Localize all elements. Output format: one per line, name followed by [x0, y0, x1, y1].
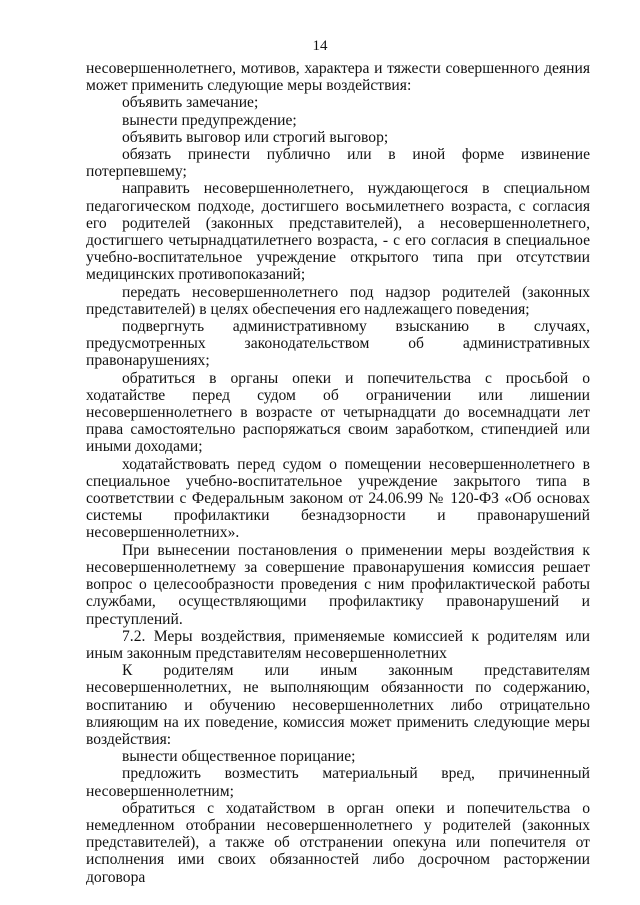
section-heading-7-2: 7.2. Меры воздействия, применяемые комиссией к родителям или иным законным представителям несовершеннолетних [86, 627, 590, 662]
list-item-closed-institution: ходатайствовать перед судом о помещении несовершеннолетнего в специальное учебно-воспитательное учреждение закрытого типа в соответствии с Федеральным законом от 24.06.99 № 120-ФЗ «Об основах системы профилактики безнадзорности и правонарушений несовершеннолетних». [86, 455, 590, 542]
paragraph-parents-measures: К родителям или иным законным представителям несовершеннолетних, не выполняющим обязанности по содержанию, воспитанию и обучению несовершеннолетних либо отрицательно влияющим на их поведение, комиссия может применить следующие меры воздействия: [86, 662, 590, 748]
page-number: 14 [312, 38, 328, 54]
list-item-open-institution: направить несовершеннолетнего, нуждающегося в специальном педагогическом подходе, достигшего восьмилетнего возраста, с согласия его родителей (законных представителей), а несовершеннолетнего, достигшего четырнадцатилетнего возраста, - с его согласия в специальное учебно-воспитательное учреждение открытого типа при отсутствии медицинских противопоказаний; [86, 180, 590, 284]
list-item-warning: вынести предупреждение; [122, 111, 297, 129]
list-item-compensation: предложить возместить материальный вред, причиненный несовершеннолетним; [86, 765, 590, 800]
list-item-reprimand: объявить выговор или строгий выговор; [122, 128, 389, 146]
paragraph-intro-continuation: несовершеннолетнего, мотивов, характера и тяжести совершенного деяния может применить следующие меры воздействия: [86, 60, 590, 95]
list-item-parental-supervision: передать несовершеннолетнего под надзор родителей (законных представителей) в целях обеспечения его надлежащего поведения; [86, 283, 590, 318]
list-item-public-censure: вынести общественное порицание; [122, 748, 356, 766]
document-body [86, 60, 590, 886]
list-item-remark: объявить замечание; [122, 94, 259, 112]
list-item-administrative-penalty: подвергнуть административному взысканию в случаях, предусмотренных законодательством об административных правонарушениях; [86, 318, 590, 370]
list-item-removal-petition: обратиться с ходатайством в орган опеки и попечительства о немедленном отобрании несовершеннолетнего у родителей (законных представителей), а также об отстранении опекуна или попечителя от исполнения ими своих обязанностей либо досрочном расторжении договора [86, 799, 590, 886]
paragraph-preventive-work: При вынесении постановления о применении меры воздействия к несовершеннолетнему за совершение правонарушения комиссия решает вопрос о целесообразности проведения с ним профилактической работы службами, осуществляющими профилактику правонарушений и преступлений. [86, 541, 590, 628]
list-item-guardianship-petition: обратиться в органы опеки и попечительства с просьбой о ходатайстве перед судом об ограничении или лишении несовершеннолетнего в возрасте от четырнадцати до восемнадцати лет права самостоятельно распоряжаться своим заработком, стипендией или иными доходами; [86, 369, 590, 456]
list-item-apology: обязать принести публично или в иной форме извинение потерпевшему; [86, 146, 590, 181]
